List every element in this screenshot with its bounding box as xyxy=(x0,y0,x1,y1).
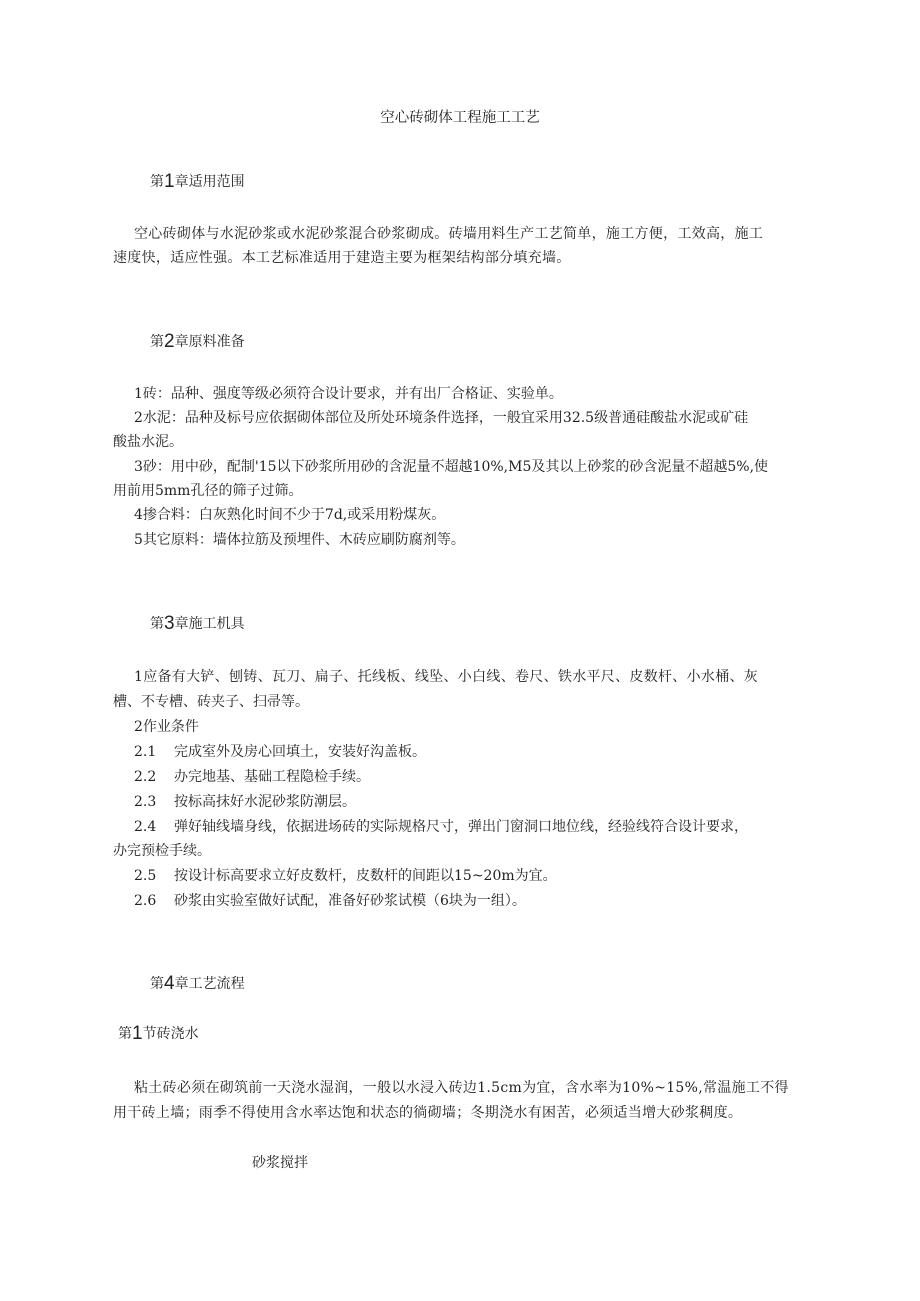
chapter-3-item-2-3: 2.3 按标高抹好水泥砂浆防潮层。 xyxy=(134,794,356,810)
chapter-2-item-3-cont: 用前用5mm孔径的筛子过筛。 xyxy=(113,483,303,499)
chapter-2-item-2-cont: 酸盐水泥。 xyxy=(113,434,183,450)
chapter-3-item-2-6: 2.6 砂浆由实验室做好试配，准备好砂浆试模（6块为一组）。 xyxy=(134,893,526,909)
chapter-2-item-1: 1砖：品种、强度等级必须符合设计要求，并有出厂合格证、实验单。 xyxy=(134,386,563,402)
chapter-4-line-1: 粘土砖必须在砌筑前一天浇水湿润，一般以水浸入砖边1.5cm为宜，含水率为10%~15%,常温施工不得 xyxy=(134,1080,789,1096)
chapter-2-item-4: 4掺合料：白灰熟化时间不少于7d,或采用粉煤灰。 xyxy=(134,507,446,523)
chapter-3-item-2-2: 2.2 办完地基、基础工程隐检手续。 xyxy=(134,769,370,785)
chapter-1-line-1: 空心砖砌体与水泥砂浆或水泥砂浆混合砂浆砌成。砖墙用料生产工艺简单，施工方便，工效高，施工 xyxy=(134,226,764,242)
chapter-3-item-2-1: 2.1 完成室外及房心回填土，安装好沟盖板。 xyxy=(134,744,426,760)
chapter-3-item-2-5: 2.5 按设计标高要求立好皮数杆，皮数杆的间距以15~20m为宜。 xyxy=(134,868,557,884)
section-1-heading: 第1节砖浇水 xyxy=(118,1023,199,1044)
chapter-3-item-2-4: 2.4 弹好轴线墙身线，依据进场砖的实际规格尺寸，弹出门窗洞口地位线，经验线符合设计要求， xyxy=(134,819,748,835)
chapter-3-heading: 第3章施工机具 xyxy=(150,613,245,634)
chapter-3-item-2-4-cont: 办完预检手续。 xyxy=(113,843,211,859)
chapter-4-heading: 第4章工艺流程 xyxy=(150,973,245,994)
chapter-3-line-3: 2作业条件 xyxy=(134,719,199,735)
chapter-3-line-1: 1应备有大铲、刨铸、瓦刀、扁子、托线板、线坠、小白线、卷尺、铁水平尺、皮数杆、小水桶、灰 xyxy=(134,669,759,685)
subheading-mortar-mixing: 砂浆搅拌 xyxy=(252,1155,308,1171)
chapter-1-heading: 第1章适用范围 xyxy=(150,171,245,192)
document-title: 空心砖砌体工程施工工艺 xyxy=(380,110,540,126)
chapter-2-heading: 第2章原料准备 xyxy=(150,331,245,352)
chapter-4-line-2: 用干砖上墙；雨季不得使用含水率达饱和状态的徜砌墙；冬期浇水有困苦，必须适当增大砂浆稠度。 xyxy=(113,1105,743,1121)
chapter-3-line-2: 槽、不专槽、砖夹子、扫帚等。 xyxy=(113,694,309,710)
chapter-2-item-3: 3砂：用中砂，配制'15以下砂浆所用砂的含泥量不超越10%,M5及其以上砂浆的砂含泥量不超越5%,使 xyxy=(134,459,769,475)
chapter-2-item-5: 5其它原料：墙体拉筋及预埋件、木砖应刷防腐剂等。 xyxy=(134,532,465,548)
chapter-2-item-2: 2水泥：品种及标号应依据砌体部位及所处环境条件选择，一般宜采用32.5级普通硅酸盐水泥或矿硅 xyxy=(134,410,749,426)
chapter-1-line-2: 速度快，适应性强。本工艺标准适用于建造主要为框架结构部分填充墙。 xyxy=(113,250,571,266)
